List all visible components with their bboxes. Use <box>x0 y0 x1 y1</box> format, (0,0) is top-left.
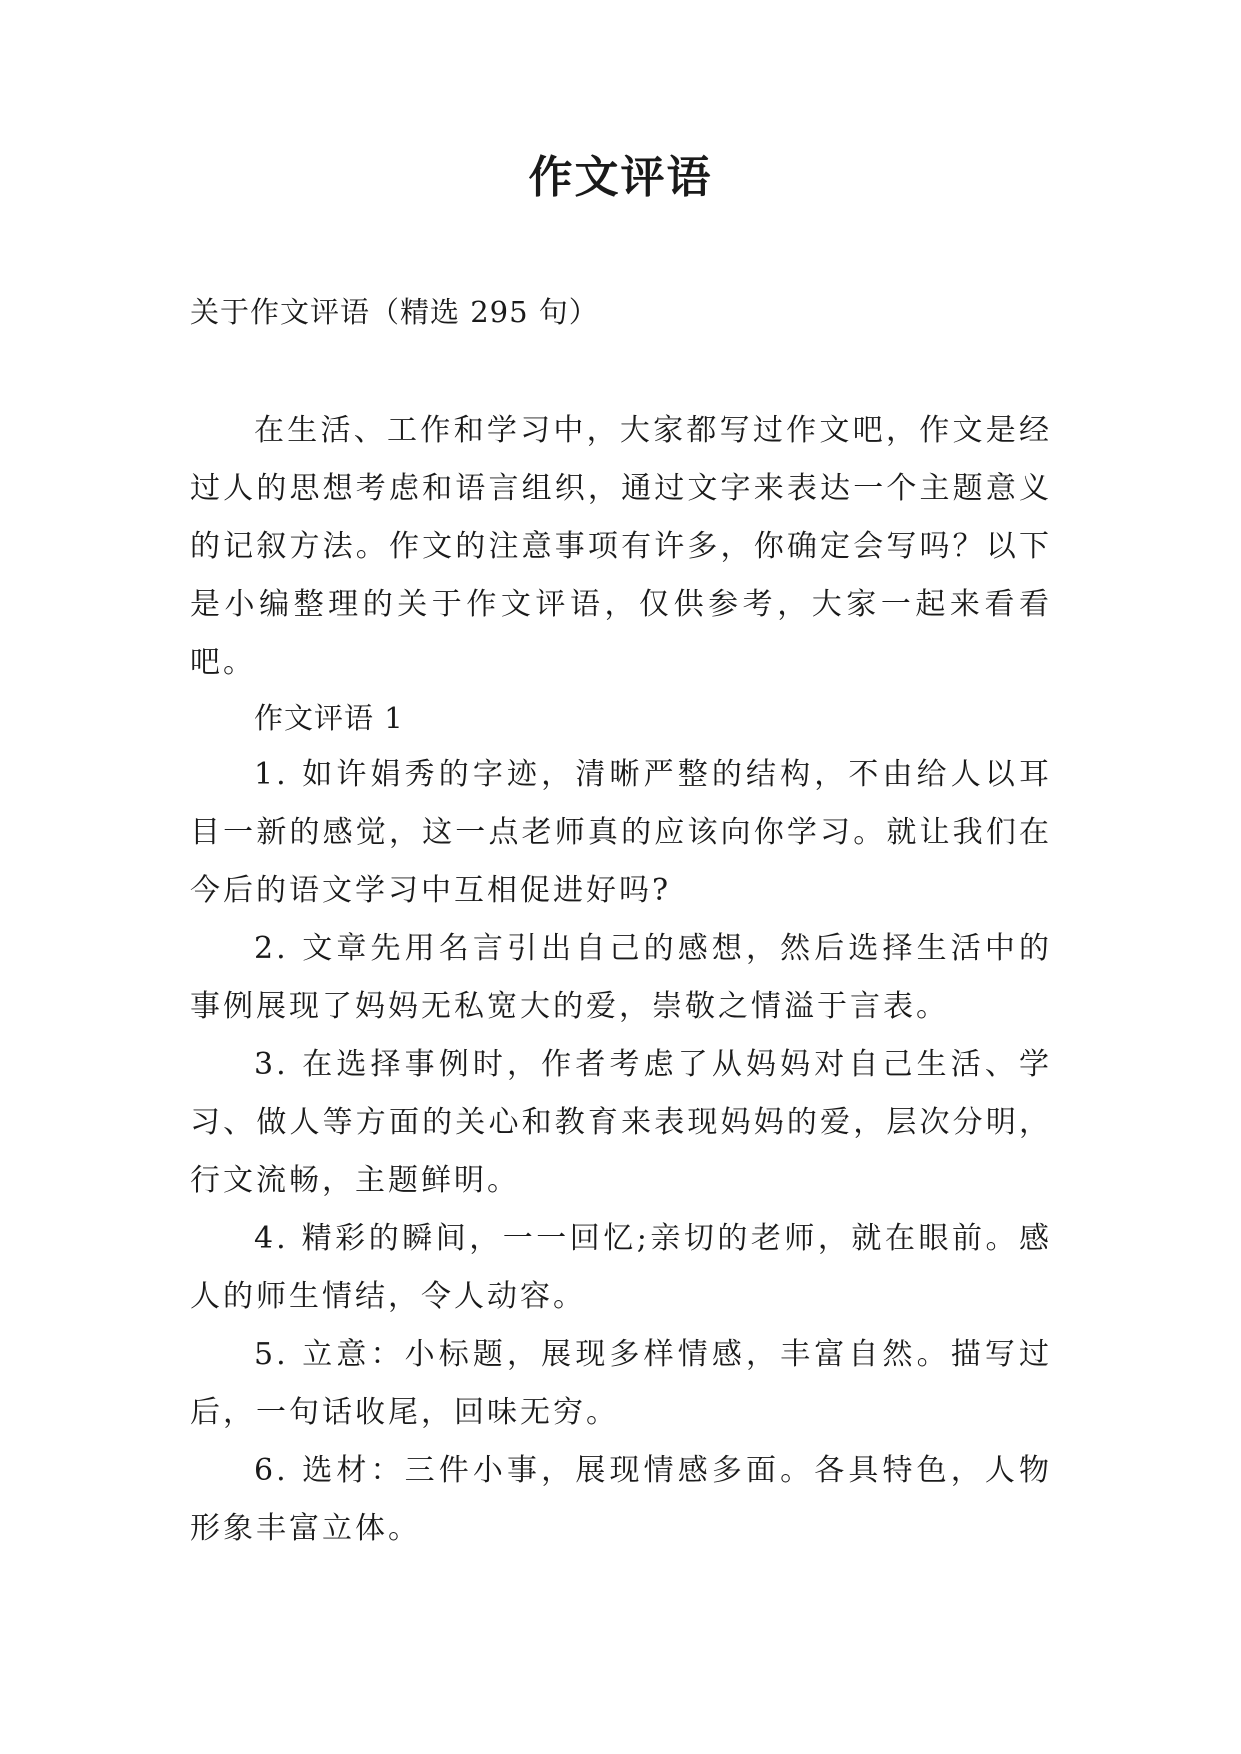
document-subtitle: 关于作文评语（精选 295 句） <box>190 295 599 329</box>
section-heading: 作文评语 1 <box>254 701 404 735</box>
comment-item-4: 4. 精彩的瞬间，一一回忆;亲切的老师，就在眼前。感人的师生情结，令人动容。 <box>190 1221 1052 1314</box>
comment-item-3: 3. 在选择事例时，作者考虑了从妈妈对自己生活、学习、做人等方面的关心和教育来表现妈妈的爱，层次分明，行文流畅，主题鲜明。 <box>190 1047 1052 1198</box>
comment-list <box>190 746 1052 1558</box>
document-title: 作文评语 <box>528 152 713 203</box>
comment-item-1: 1. 如许娟秀的字迹，清晰严整的结构，不由给人以耳目一新的感觉，这一点老师真的应该向你学习。就让我们在今后的语文学习中互相促进好吗? <box>190 757 1052 908</box>
comment-item-6: 6. 选材：三件小事，展现情感多面。各具特色，人物形象丰富立体。 <box>190 1453 1052 1546</box>
intro-paragraph: 在生活、工作和学习中，大家都写过作文吧，作文是经过人的思想考虑和语言组织，通过文字来表达一个主题意义的记叙方法。作文的注意事项有许多，你确定会写吗？以下是小编整理的关于作文评语，仅供参考，大家一起来看看吧。 <box>190 413 1052 680</box>
comment-item-5: 5. 立意：小标题，展现多样情感，丰富自然。描写过后，一句话收尾，回味无穷。 <box>190 1337 1052 1430</box>
comment-item-2: 2. 文章先用名言引出自己的感想，然后选择生活中的事例展现了妈妈无私宽大的爱，崇敬之情溢于言表。 <box>190 931 1052 1024</box>
